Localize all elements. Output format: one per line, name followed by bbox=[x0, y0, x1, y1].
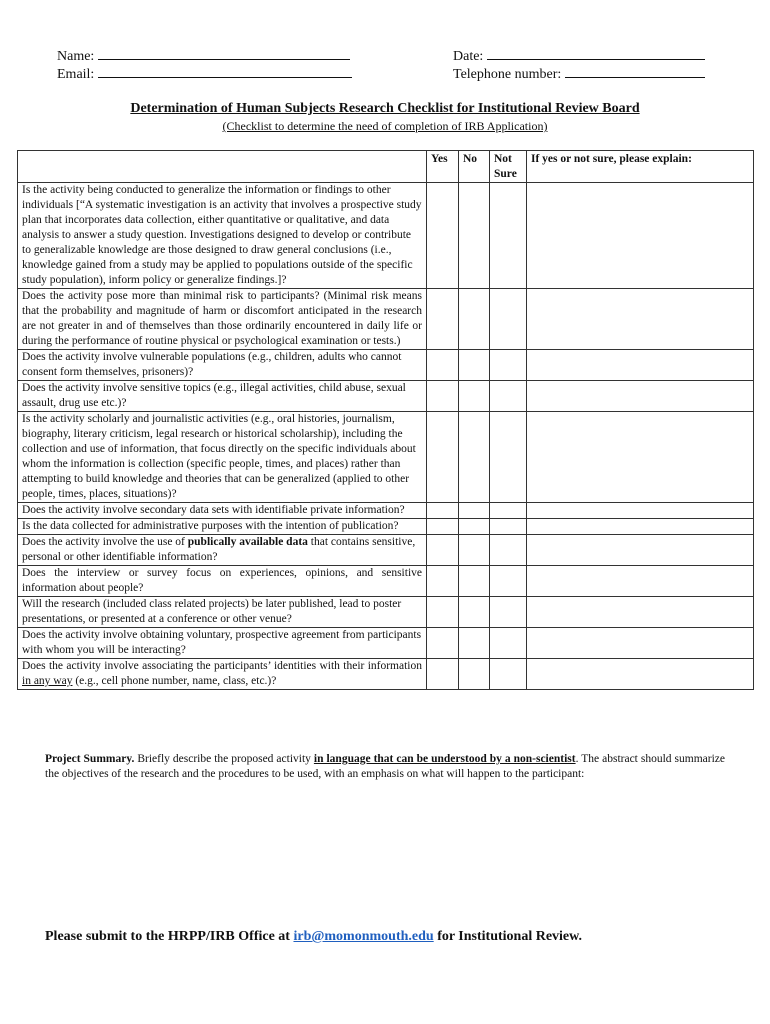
no-checkbox-cell[interactable] bbox=[459, 659, 490, 690]
explain-cell[interactable] bbox=[527, 381, 754, 412]
not-sure-checkbox-cell[interactable] bbox=[490, 412, 527, 503]
question-text: Does the activity involve associating the participants’ identities with their information bbox=[22, 660, 422, 672]
no-checkbox-cell[interactable] bbox=[459, 597, 490, 628]
date-field bbox=[453, 47, 705, 65]
question-cell: Does the activity pose more than minimal risk to participants? (Minimal risk means that the probability and magnitude of harm or discomfort anticipated in the research are not greater in and of themselves than those ordinarily encountered in daily life or during the performance of routine physical or psychological examination or tests.) bbox=[18, 289, 427, 350]
yes-checkbox-cell[interactable] bbox=[427, 183, 459, 289]
submit-text: Please submit to the HRPP/IRB Office at bbox=[45, 929, 294, 944]
explain-cell[interactable] bbox=[527, 519, 754, 535]
submit-instructions bbox=[45, 929, 582, 945]
not-sure-checkbox-cell[interactable] bbox=[490, 350, 527, 381]
explain-cell[interactable] bbox=[527, 535, 754, 566]
table-row bbox=[18, 597, 754, 628]
question-text: that contains sensitive, personal or other identifiable information? bbox=[22, 536, 416, 563]
explain-cell[interactable] bbox=[527, 412, 754, 503]
not-sure-checkbox-cell[interactable] bbox=[490, 519, 527, 535]
not-sure-checkbox-cell[interactable] bbox=[490, 535, 527, 566]
explain-cell[interactable] bbox=[527, 628, 754, 659]
no-checkbox-cell[interactable] bbox=[459, 566, 490, 597]
project-summary-emphasis: in language that can be understood by a non-scientist bbox=[313, 753, 576, 765]
not-sure-checkbox-cell[interactable] bbox=[490, 659, 527, 690]
yes-column-header: Yes bbox=[427, 151, 459, 183]
explain-cell[interactable] bbox=[527, 183, 754, 289]
not-sure-checkbox-cell[interactable] bbox=[490, 628, 527, 659]
not-sure-checkbox-cell[interactable] bbox=[490, 503, 527, 519]
name-input-line[interactable] bbox=[98, 47, 350, 60]
page-title: Determination of Human Subjects Research Checklist for Institutional Review Board bbox=[130, 101, 640, 116]
question-cell bbox=[18, 535, 427, 566]
question-text: Does the activity involve the use of bbox=[22, 536, 188, 548]
no-checkbox-cell[interactable] bbox=[459, 381, 490, 412]
yes-checkbox-cell[interactable] bbox=[427, 519, 459, 535]
not-sure-column-header: Not Sure bbox=[490, 151, 527, 183]
question-cell: Will the research (included class related projects) be later published, lead to poster presentations, or presented at a conference or other venue? bbox=[18, 597, 427, 628]
yes-checkbox-cell[interactable] bbox=[427, 412, 459, 503]
table-header-row bbox=[18, 151, 754, 183]
name-label: Name: bbox=[57, 49, 95, 64]
no-checkbox-cell[interactable] bbox=[459, 289, 490, 350]
question-underline: in any way bbox=[22, 675, 73, 687]
not-sure-checkbox-cell[interactable] bbox=[490, 183, 527, 289]
phone-label: Telephone number: bbox=[453, 67, 562, 82]
page-subtitle: (Checklist to determine the need of completion of IRB Application) bbox=[222, 119, 548, 133]
table-row bbox=[18, 350, 754, 381]
project-summary bbox=[45, 752, 725, 782]
no-checkbox-cell[interactable] bbox=[459, 519, 490, 535]
project-summary-text: Briefly describe the proposed activity bbox=[134, 753, 314, 765]
email-input-line[interactable] bbox=[98, 65, 352, 78]
table-row bbox=[18, 183, 754, 289]
table-row bbox=[18, 566, 754, 597]
explain-cell[interactable] bbox=[527, 350, 754, 381]
question-cell: Does the activity involve sensitive topics (e.g., illegal activities, child abuse, sexual assault, drug use etc.)? bbox=[18, 381, 427, 412]
phone-field bbox=[453, 65, 705, 83]
explain-cell[interactable] bbox=[527, 289, 754, 350]
question-emphasis: publically available data bbox=[187, 536, 308, 548]
no-checkbox-cell[interactable] bbox=[459, 628, 490, 659]
table-row bbox=[18, 503, 754, 519]
question-cell: Does the activity involve obtaining voluntary, prospective agreement from participants with whom you will be interacting? bbox=[18, 628, 427, 659]
no-checkbox-cell[interactable] bbox=[459, 350, 490, 381]
question-cell: Does the activity involve vulnerable populations (e.g., children, adults who cannot consent form themselves, prisoners)? bbox=[18, 350, 427, 381]
yes-checkbox-cell[interactable] bbox=[427, 381, 459, 412]
explain-cell[interactable] bbox=[527, 659, 754, 690]
question-cell: Is the activity being conducted to generalize the information or findings to other individuals [“A systematic investigation is an activity that involves a prospective study plan that incorporates data collection, either quantitative or qualitative, and data analysis to answer a study question. Investigations designed to develop or contribute to generalizable knowledge are those designed to draw general conclusions (i.e., knowledge gained from a study may be applied to populations outside of the specific study population), inform policy or generalize findings.]? bbox=[18, 183, 427, 289]
name-field bbox=[57, 47, 350, 65]
table-row bbox=[18, 519, 754, 535]
question-cell bbox=[18, 659, 427, 690]
phone-input-line[interactable] bbox=[565, 65, 705, 78]
yes-checkbox-cell[interactable] bbox=[427, 597, 459, 628]
question-column-header bbox=[18, 151, 427, 183]
table-row bbox=[18, 289, 754, 350]
question-cell: Is the activity scholarly and journalistic activities (e.g., oral histories, journalism, biography, literary criticism, legal research or historical scholarship), including the collection and use of information, that focus directly on the specific individuals about whom the information is collection (specific people, times, and places) rather than attempting to build knowledge and theories that can be generalized (applied to other people, times, places, situations)? bbox=[18, 412, 427, 503]
table-row bbox=[18, 628, 754, 659]
yes-checkbox-cell[interactable] bbox=[427, 350, 459, 381]
email-field bbox=[57, 65, 352, 83]
checklist-table bbox=[17, 150, 754, 690]
no-checkbox-cell[interactable] bbox=[459, 503, 490, 519]
project-summary-text: . The abstract should summarize the objectives of the research and the procedures to be used, with an emphasis on what will happen to the participant: bbox=[45, 753, 725, 780]
no-checkbox-cell[interactable] bbox=[459, 535, 490, 566]
not-sure-checkbox-cell[interactable] bbox=[490, 597, 527, 628]
date-input-line[interactable] bbox=[487, 47, 705, 60]
explain-cell[interactable] bbox=[527, 503, 754, 519]
question-cell: Does the interview or survey focus on experiences, opinions, and sensitive information about people? bbox=[18, 566, 427, 597]
submit-text: for Institutional Review. bbox=[433, 929, 582, 944]
question-text: (e.g., cell phone number, name, class, etc.)? bbox=[72, 675, 277, 687]
not-sure-checkbox-cell[interactable] bbox=[490, 381, 527, 412]
date-label: Date: bbox=[453, 49, 484, 64]
explain-cell[interactable] bbox=[527, 597, 754, 628]
no-checkbox-cell[interactable] bbox=[459, 412, 490, 503]
table-row bbox=[18, 535, 754, 566]
question-cell: Does the activity involve secondary data sets with identifiable private information? bbox=[18, 503, 427, 519]
no-column-header: No bbox=[459, 151, 490, 183]
question-cell: Is the data collected for administrative purposes with the intention of publication? bbox=[18, 519, 427, 535]
no-checkbox-cell[interactable] bbox=[459, 183, 490, 289]
project-summary-label: Project Summary. bbox=[45, 753, 135, 765]
yes-checkbox-cell[interactable] bbox=[427, 628, 459, 659]
explain-column-header: If yes or not sure, please explain: bbox=[527, 151, 754, 183]
explain-cell[interactable] bbox=[527, 566, 754, 597]
not-sure-checkbox-cell[interactable] bbox=[490, 566, 527, 597]
yes-checkbox-cell[interactable] bbox=[427, 503, 459, 519]
table-row bbox=[18, 381, 754, 412]
yes-checkbox-cell[interactable] bbox=[427, 535, 459, 566]
irb-email-link[interactable]: irb@momonmouth.edu bbox=[293, 929, 434, 944]
table-row bbox=[18, 412, 754, 503]
yes-checkbox-cell[interactable] bbox=[427, 566, 459, 597]
table-row bbox=[18, 659, 754, 690]
email-label: Email: bbox=[57, 67, 95, 82]
not-sure-checkbox-cell[interactable] bbox=[490, 289, 527, 350]
yes-checkbox-cell[interactable] bbox=[427, 659, 459, 690]
yes-checkbox-cell[interactable] bbox=[427, 289, 459, 350]
